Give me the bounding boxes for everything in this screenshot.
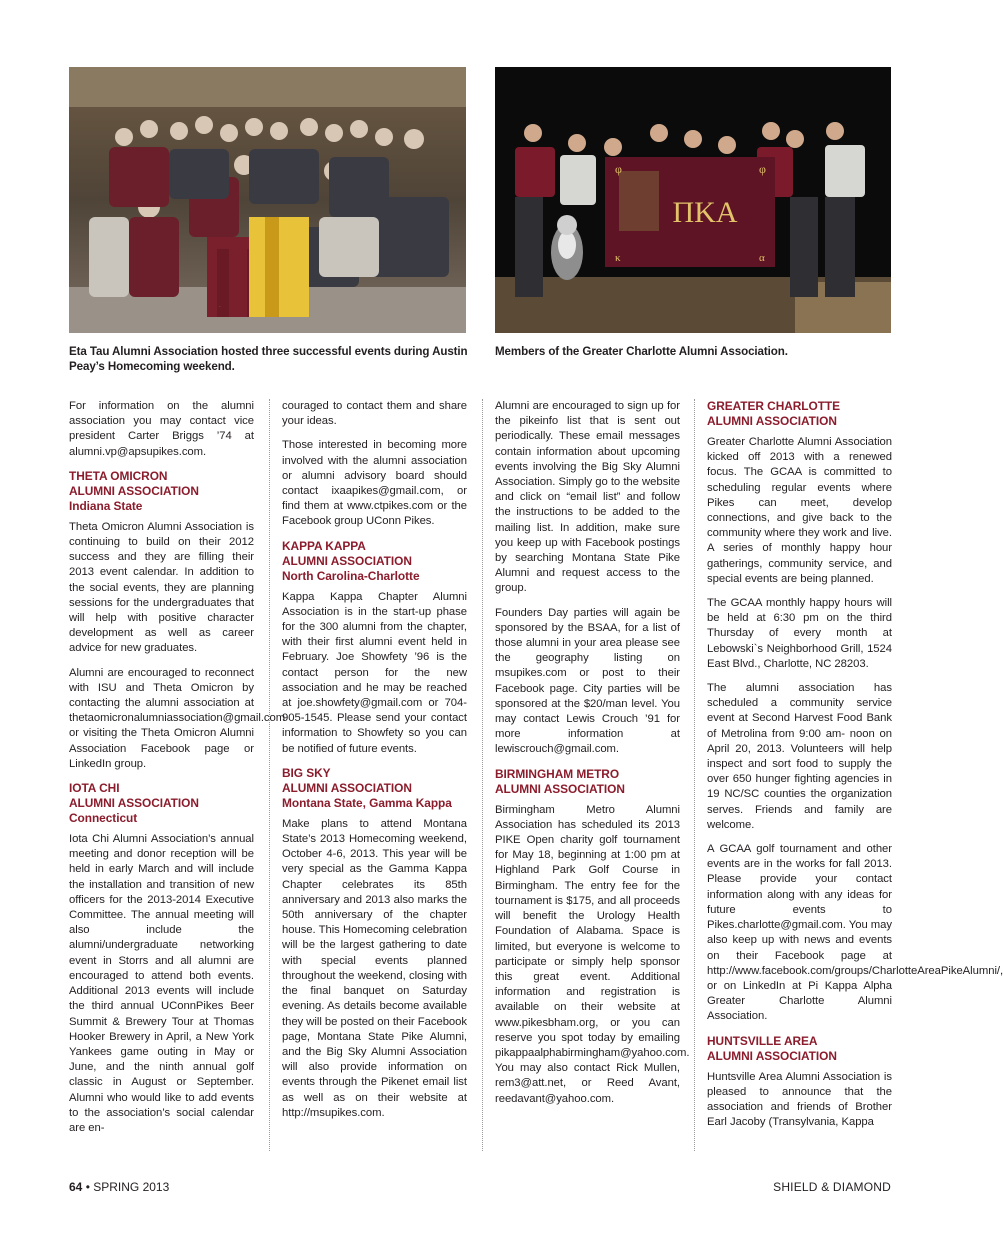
paragraph: Iota Chi Alumni Association’s annual meeting and donor reception will be held in early March and will include the installation and transition of new officers for the 2013-2014 Executive Committee. The annual meeting will also include the alumni/undergraduate networking event in Storrs and all alumni are encouraged to attend both events. Additional 2013 events will include the third annual UConnPikes Beer Summit & Brewery Tour at Thomas Hooker Brewery in April, a New York Yankees game outing in May or June, and the ninth annual golf classic in August or September. Alumni who would like to add events to the association’s social calendar are en- [69, 833, 254, 1134]
heading-subtitle: Indiana State [69, 498, 143, 513]
heading-line: ALUMNI ASSOCIATION [707, 414, 837, 428]
section-heading-big-sky [282, 766, 467, 811]
column-divider [482, 399, 483, 1151]
paragraph: A GCAA golf tournament and other events are in the works for fall 2013. Please provide your contact information along with any ideas for future events to Pikes.charlotte@gmail.com. You may also keep up with news and events on their Facebook page at http://www.facebook.com/groups/CharlotteAreaPikeAlumni/, or on LinkedIn at Pi Kappa Alpha Greater Charlotte Alumni Association. [707, 843, 1003, 1023]
column-1 [69, 399, 286, 1145]
photo-eta-tau-alumni-group [69, 67, 466, 333]
caption-left: Eta Tau Alumni Association hosted three successful events during Austin Peay’s Homecoming weekend. [69, 345, 468, 373]
paragraph: couraged to contact them and share your ideas. [282, 400, 467, 428]
paragraph: Birmingham Metro Alumni Association has scheduled its 2013 PIKE Open charity golf tournament for May 18, beginning at 1:00 pm at Highland Park Golf Course in Birmingham. The entry fee for the tournament is $175, and all proceeds will benefit the Urology Health Foundation of Alabama. Space is limited, but everyone is welcome to participate or simply help sponsor this great event. Additional information and registration is available on their website at www.pikesbham.org, or you can reserve you spot today by emailing pikappaalphabirmingham@yahoo.com. You may also contact Rick Mullen, rem3@att.net, or Reed Avant, reedavant@yahoo.com. [495, 803, 690, 1105]
page-number: 64 [69, 1180, 83, 1194]
heading-line: ALUMNI ASSOCIATION [282, 553, 412, 568]
heading-line: KAPPA KAPPA [282, 538, 366, 553]
heading-subtitle: Montana State, Gamma Kappa [282, 795, 452, 810]
column-4 [707, 399, 1003, 1139]
column-3 [495, 399, 690, 1116]
magazine-title: SHIELD & DIAMOND [773, 1180, 891, 1194]
section-heading-theta-omicron [69, 469, 254, 514]
section-heading-iota-chi [69, 781, 254, 826]
heading-line: BIG SKY [282, 765, 331, 780]
paragraph: For information on the alumni association you may contact vice president Carter Briggs ’74 at alumni.vp@apsupikes.com. [69, 400, 254, 458]
flag-corner-bl: κ [615, 252, 621, 264]
heading-line: ALUMNI ASSOCIATION [707, 1048, 837, 1063]
section-heading-birmingham-metro [495, 767, 680, 797]
heading-line: BIRMINGHAM METRO [495, 766, 620, 781]
heading-line: IOTA CHI [69, 781, 120, 796]
column-divider [269, 399, 270, 1151]
heading-subtitle: North Carolina-Charlotte [282, 568, 420, 583]
paragraph: Greater Charlotte Alumni Association kicked off 2013 with a renewed focus. The GCAA is committed to scheduling regular events where Pikes can meet, develop connections, and give back to the community where they work and live. A series of monthly happy hour gatherings, community service, and special events are being planned. [707, 436, 892, 585]
column-divider [694, 399, 695, 1151]
heading-subtitle: Connecticut [69, 811, 138, 826]
heading-line: ALUMNI ASSOCIATION [495, 781, 625, 796]
section-heading-kappa-kappa [282, 539, 467, 584]
paragraph: The alumni association has scheduled a community service event at Second Harvest Food Bank of Metrolina from 9:00 am- noon on April 20, 2013. Volunteers will help inspect and sort food to supply the over 650 hunger fighting agencies in 19 NC/SC counties the organization serves. Friends and family are welcome. [707, 682, 892, 831]
flag-corner-br: α [759, 252, 765, 264]
heading-line: THETA OMICRON [69, 468, 168, 483]
section-heading-huntsville-area [707, 1034, 892, 1064]
heading-line: ALUMNI ASSOCIATION [69, 483, 199, 498]
photo-greater-charlotte-alumni [495, 67, 891, 333]
issue-label: SPRING 2013 [93, 1180, 170, 1194]
heading-line: ALUMNI ASSOCIATION [282, 780, 412, 795]
footer-separator: • [82, 1180, 94, 1194]
paragraph: The GCAA monthly happy hours will be held at 6:30 pm on the third Thursday of every month at Lebowski`s Neighborhood Grill, 1524 East Blvd., Charlotte, NC 28203. [707, 597, 892, 670]
paragraph: Theta Omicron Alumni Association is continuing to build on their 2012 success and they are filling their 2013 event calendar. In addition to the social events, they are planning sessions for the undergraduates that will help with positive character development as well as career advice for new graduates. [69, 520, 254, 655]
paragraph: Huntsville Area Alumni Association is pleased to announce that the association and friends of Brother Earl Jacoby (Transylvania, Kappa [707, 1070, 892, 1129]
footer-page-info [69, 1180, 169, 1194]
flag-letters: ΠΚΑ [672, 196, 738, 229]
heading-line: ALUMNI ASSOCIATION [69, 796, 199, 811]
paragraph: Make plans to attend Montana State’s 2013 Homecoming weekend, October 4-6, 2013. This year will be very special as the Gamma Kappa Chapter celebrates its 85th anniversary and 2013 also marks the 50th anniversary of the chapter house. This Homecoming celebration will be the largest gathering to date with special events planned throughout the weekend, closing with the final banquet on Saturday evening. As details become available they will be posted on their Facebook page, Montana State Pike Alumni, and the Big Sky Alumni Association will also provide information on events through the Pikenet email list as well as on their website at http://msupikes.com. [282, 817, 467, 1119]
heading-line: HUNTSVILLE AREA [707, 1033, 818, 1048]
section-heading-greater-charlotte [707, 399, 892, 429]
paragraph: Those interested in becoming more involved with the alumni association or alumni advisory board should contact ixaapikes@gmail.com, or find them at www.ctpikes.com or the Facebook group UConn Pikes. [282, 439, 467, 528]
caption-right: Members of the Greater Charlotte Alumni Association. [495, 345, 788, 358]
left-sign-letters: ΠK [219, 307, 221, 308]
flag-corner-tr: φ [759, 162, 766, 176]
column-2 [282, 399, 467, 1130]
flag-corner-tl: φ [615, 162, 622, 176]
paragraph: Alumni are encouraged to sign up for the pikeinfo list that is sent out periodically. These email messages contain information about upcoming events involving the Big Sky Alumni Association. Simply go to the website and click on “email list” and follow the instructions to be added to the mailing list. In addition, make sure you keep up with Facebook postings by searching Montana State Pike Alumni and request access to the group. [495, 400, 680, 595]
paragraph: Founders Day parties will again be sponsored by the BSAA, for a list of those alumni in your area please see the geography listing on msupikes.com or post to their Facebook page. City parties will be sponsored at the $20/man level. You may contact Lewis Crouch ’91 for more information at lewiscrouch@gmail.com. [495, 606, 680, 756]
paragraph: Kappa Kappa Chapter Alumni Association is in the start-up phase for the 300 alumni from the chapter, with their first alumni event held in February. Joe Showfety ’96 is the contact person for the new association and he may be reached at joe.showfety@gmail.com or 704-905-1545. Please send your contact information to Showfety so you can be notified of future events. [282, 590, 467, 755]
heading-line: GREATER CHARLOTTE [707, 399, 841, 413]
paragraph: Alumni are encouraged to reconnect with ISU and Theta Omicron by contacting the alumni association at thetaomicronalumniassociation@gmail.com or visiting the Theta Omicron Alumni Association Facebook page or LinkedIn group. [69, 666, 286, 770]
